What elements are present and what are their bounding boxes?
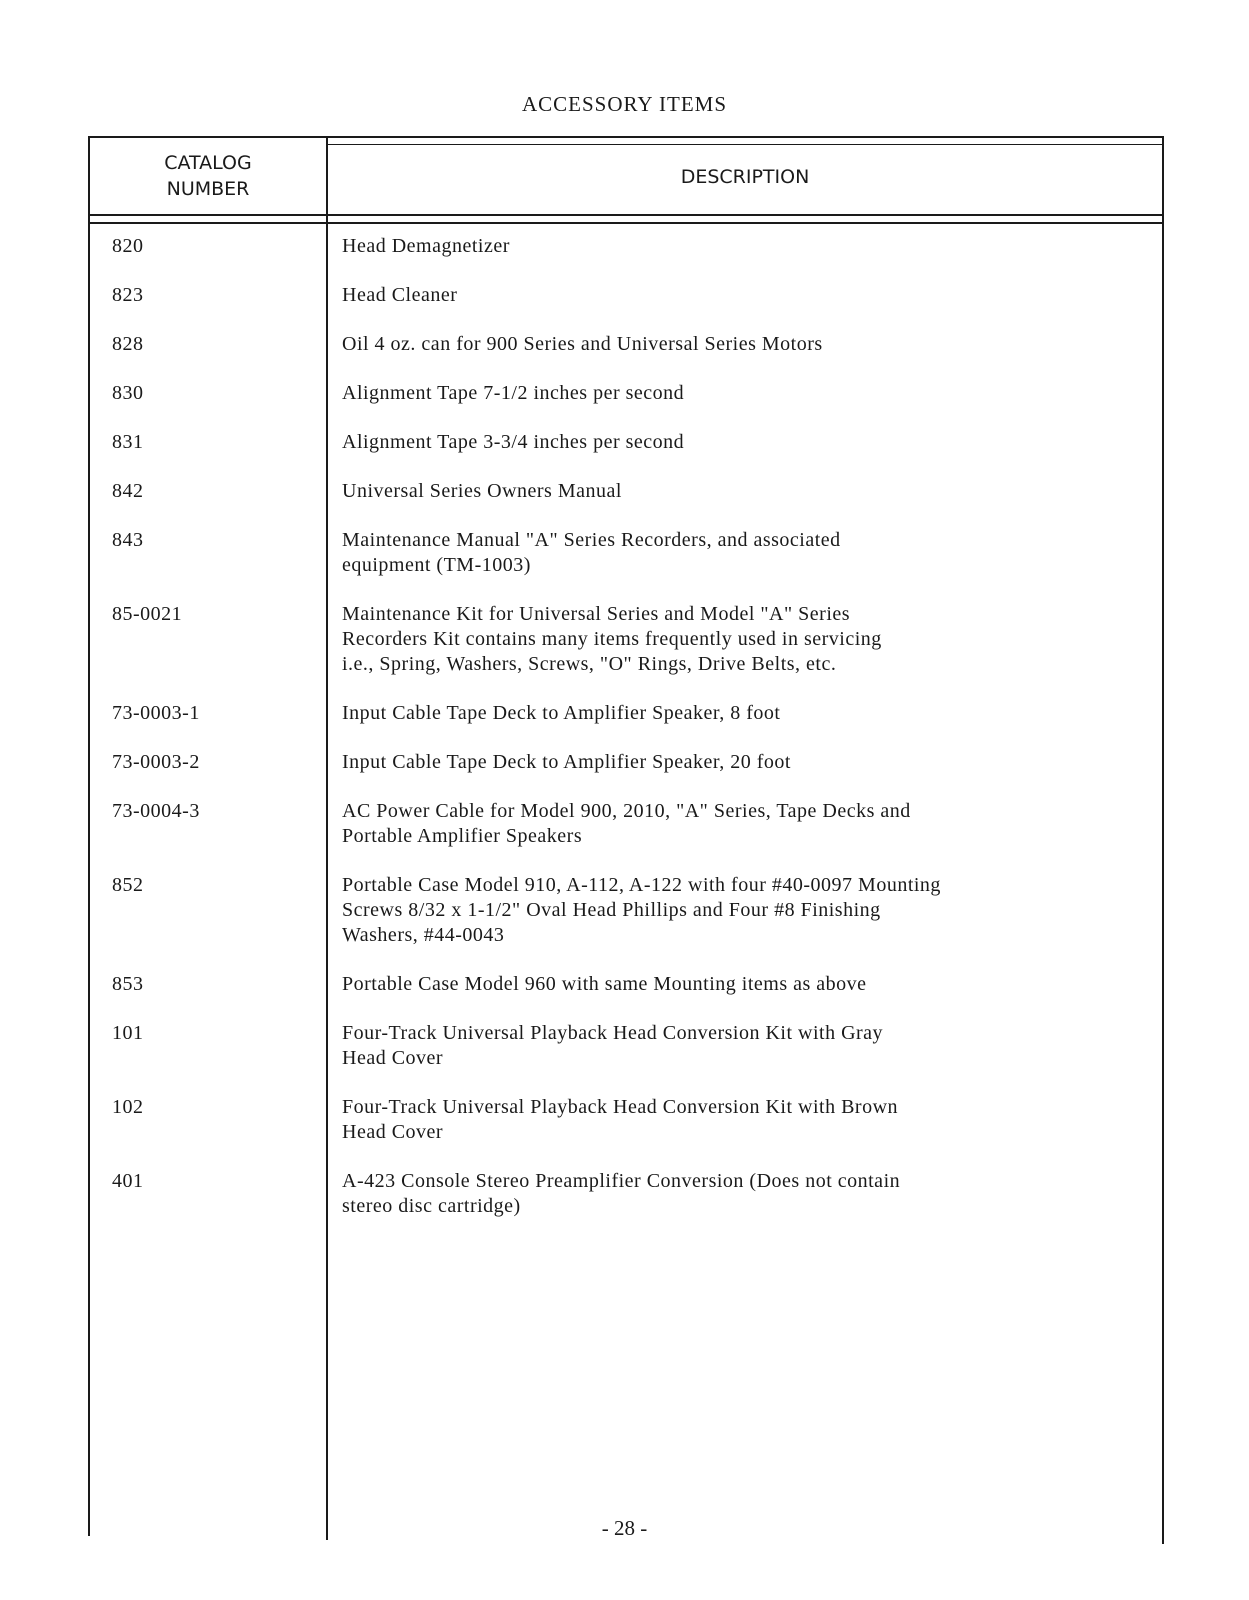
description-line: stereo disc cartridge) [342, 1195, 521, 1217]
table-row [88, 430, 1164, 455]
description-cell [326, 1095, 1162, 1145]
table-row [88, 332, 1164, 357]
table-row [88, 701, 1164, 726]
description-line: Alignment Tape 3-3/4 inches per second [342, 431, 685, 453]
table-row [88, 750, 1164, 775]
header-catalog-line1: CATALOG [164, 152, 252, 174]
catalog-number-cell: 842 [112, 480, 144, 502]
description-cell [326, 479, 1162, 504]
page-title: ACCESSORY ITEMS [521, 92, 727, 116]
table-top-inner-rule [326, 144, 1164, 145]
header-catalog-number [90, 150, 326, 202]
catalog-number-cell: 823 [112, 284, 144, 306]
description-line: Oil 4 oz. can for 900 Series and Universal Series Motors [342, 333, 823, 355]
catalog-number-cell: 853 [112, 973, 144, 995]
description-cell [326, 332, 1162, 357]
description-line: Alignment Tape 7-1/2 inches per second [342, 382, 685, 404]
catalog-number-cell: 831 [112, 431, 144, 453]
catalog-number-cell: 830 [112, 382, 144, 404]
catalog-number-cell: 852 [112, 874, 144, 896]
header-bottom-rule [88, 214, 1164, 216]
description-line: Screws 8/32 x 1-1/2" Oval Head Phillips and Four #8 Finishing [342, 899, 881, 921]
table-row [88, 873, 1164, 948]
description-cell [326, 799, 1162, 849]
table-body [88, 234, 1164, 1243]
description-cell [326, 750, 1162, 775]
header-bottom-double-rule [88, 222, 1164, 224]
description-line: Input Cable Tape Deck to Amplifier Speaker, 20 foot [342, 751, 791, 773]
table-row [88, 1095, 1164, 1145]
catalog-number-cell: 85-0021 [112, 603, 183, 625]
catalog-number-cell: 401 [112, 1170, 144, 1192]
description-line: Recorders Kit contains many items frequently used in servicing [342, 628, 882, 650]
description-cell [326, 234, 1162, 259]
description-line: Head Demagnetizer [342, 235, 510, 257]
catalog-number-cell: 73-0004-3 [112, 800, 200, 822]
description-cell [326, 972, 1162, 997]
description-cell [326, 1169, 1162, 1219]
description-cell [326, 283, 1162, 308]
catalog-number-cell: 843 [112, 529, 144, 551]
description-line: Head Cover [342, 1047, 444, 1069]
page-number: - 28 - [601, 1516, 648, 1540]
table-row [88, 602, 1164, 677]
table-row [88, 528, 1164, 578]
description-line: Portable Amplifier Speakers [342, 825, 583, 847]
description-line: Maintenance Manual "A" Series Recorders, and associated [342, 529, 841, 551]
description-line: Portable Case Model 910, A-112, A-122 with four #40-0097 Mounting [342, 874, 941, 896]
description-cell [326, 701, 1162, 726]
table-row [88, 283, 1164, 308]
description-line: Universal Series Owners Manual [342, 480, 622, 502]
catalog-number-cell: 73-0003-1 [112, 702, 200, 724]
catalog-number-cell: 102 [112, 1096, 144, 1118]
table-row [88, 799, 1164, 849]
header-catalog-line2: NUMBER [166, 178, 250, 200]
table-top-rule [88, 136, 1164, 138]
accessory-table [88, 136, 1158, 1544]
table-row [88, 1169, 1164, 1219]
header-description: DESCRIPTION [680, 166, 810, 188]
description-cell [326, 1021, 1162, 1071]
description-cell [326, 602, 1162, 677]
description-cell [326, 873, 1162, 948]
catalog-number-cell: 73-0003-2 [112, 751, 200, 773]
description-line: equipment (TM-1003) [342, 554, 531, 576]
description-cell [326, 430, 1162, 455]
table-row [88, 972, 1164, 997]
description-cell [326, 528, 1162, 578]
description-line: AC Power Cable for Model 900, 2010, "A" Series, Tape Decks and [342, 800, 911, 822]
description-line: Four-Track Universal Playback Head Conversion Kit with Gray [342, 1022, 884, 1044]
description-line: Head Cleaner [342, 284, 458, 306]
description-line: Head Cover [342, 1121, 444, 1143]
description-line: Maintenance Kit for Universal Series and Model "A" Series [342, 603, 851, 625]
description-line: Input Cable Tape Deck to Amplifier Speaker, 8 foot [342, 702, 781, 724]
description-line: Washers, #44-0043 [342, 924, 505, 946]
table-row [88, 234, 1164, 259]
catalog-number-cell: 101 [112, 1022, 144, 1044]
table-row [88, 479, 1164, 504]
description-line: Four-Track Universal Playback Head Conversion Kit with Brown [342, 1096, 899, 1118]
description-cell [326, 381, 1162, 406]
description-line: i.e., Spring, Washers, Screws, "O" Rings, Drive Belts, etc. [342, 653, 837, 675]
catalog-number-cell: 820 [112, 235, 144, 257]
table-row [88, 381, 1164, 406]
table-row [88, 1021, 1164, 1071]
description-line: Portable Case Model 960 with same Mounting items as above [342, 973, 867, 995]
description-line: A-423 Console Stereo Preamplifier Conversion (Does not contain [342, 1170, 901, 1192]
catalog-number-cell: 828 [112, 333, 144, 355]
